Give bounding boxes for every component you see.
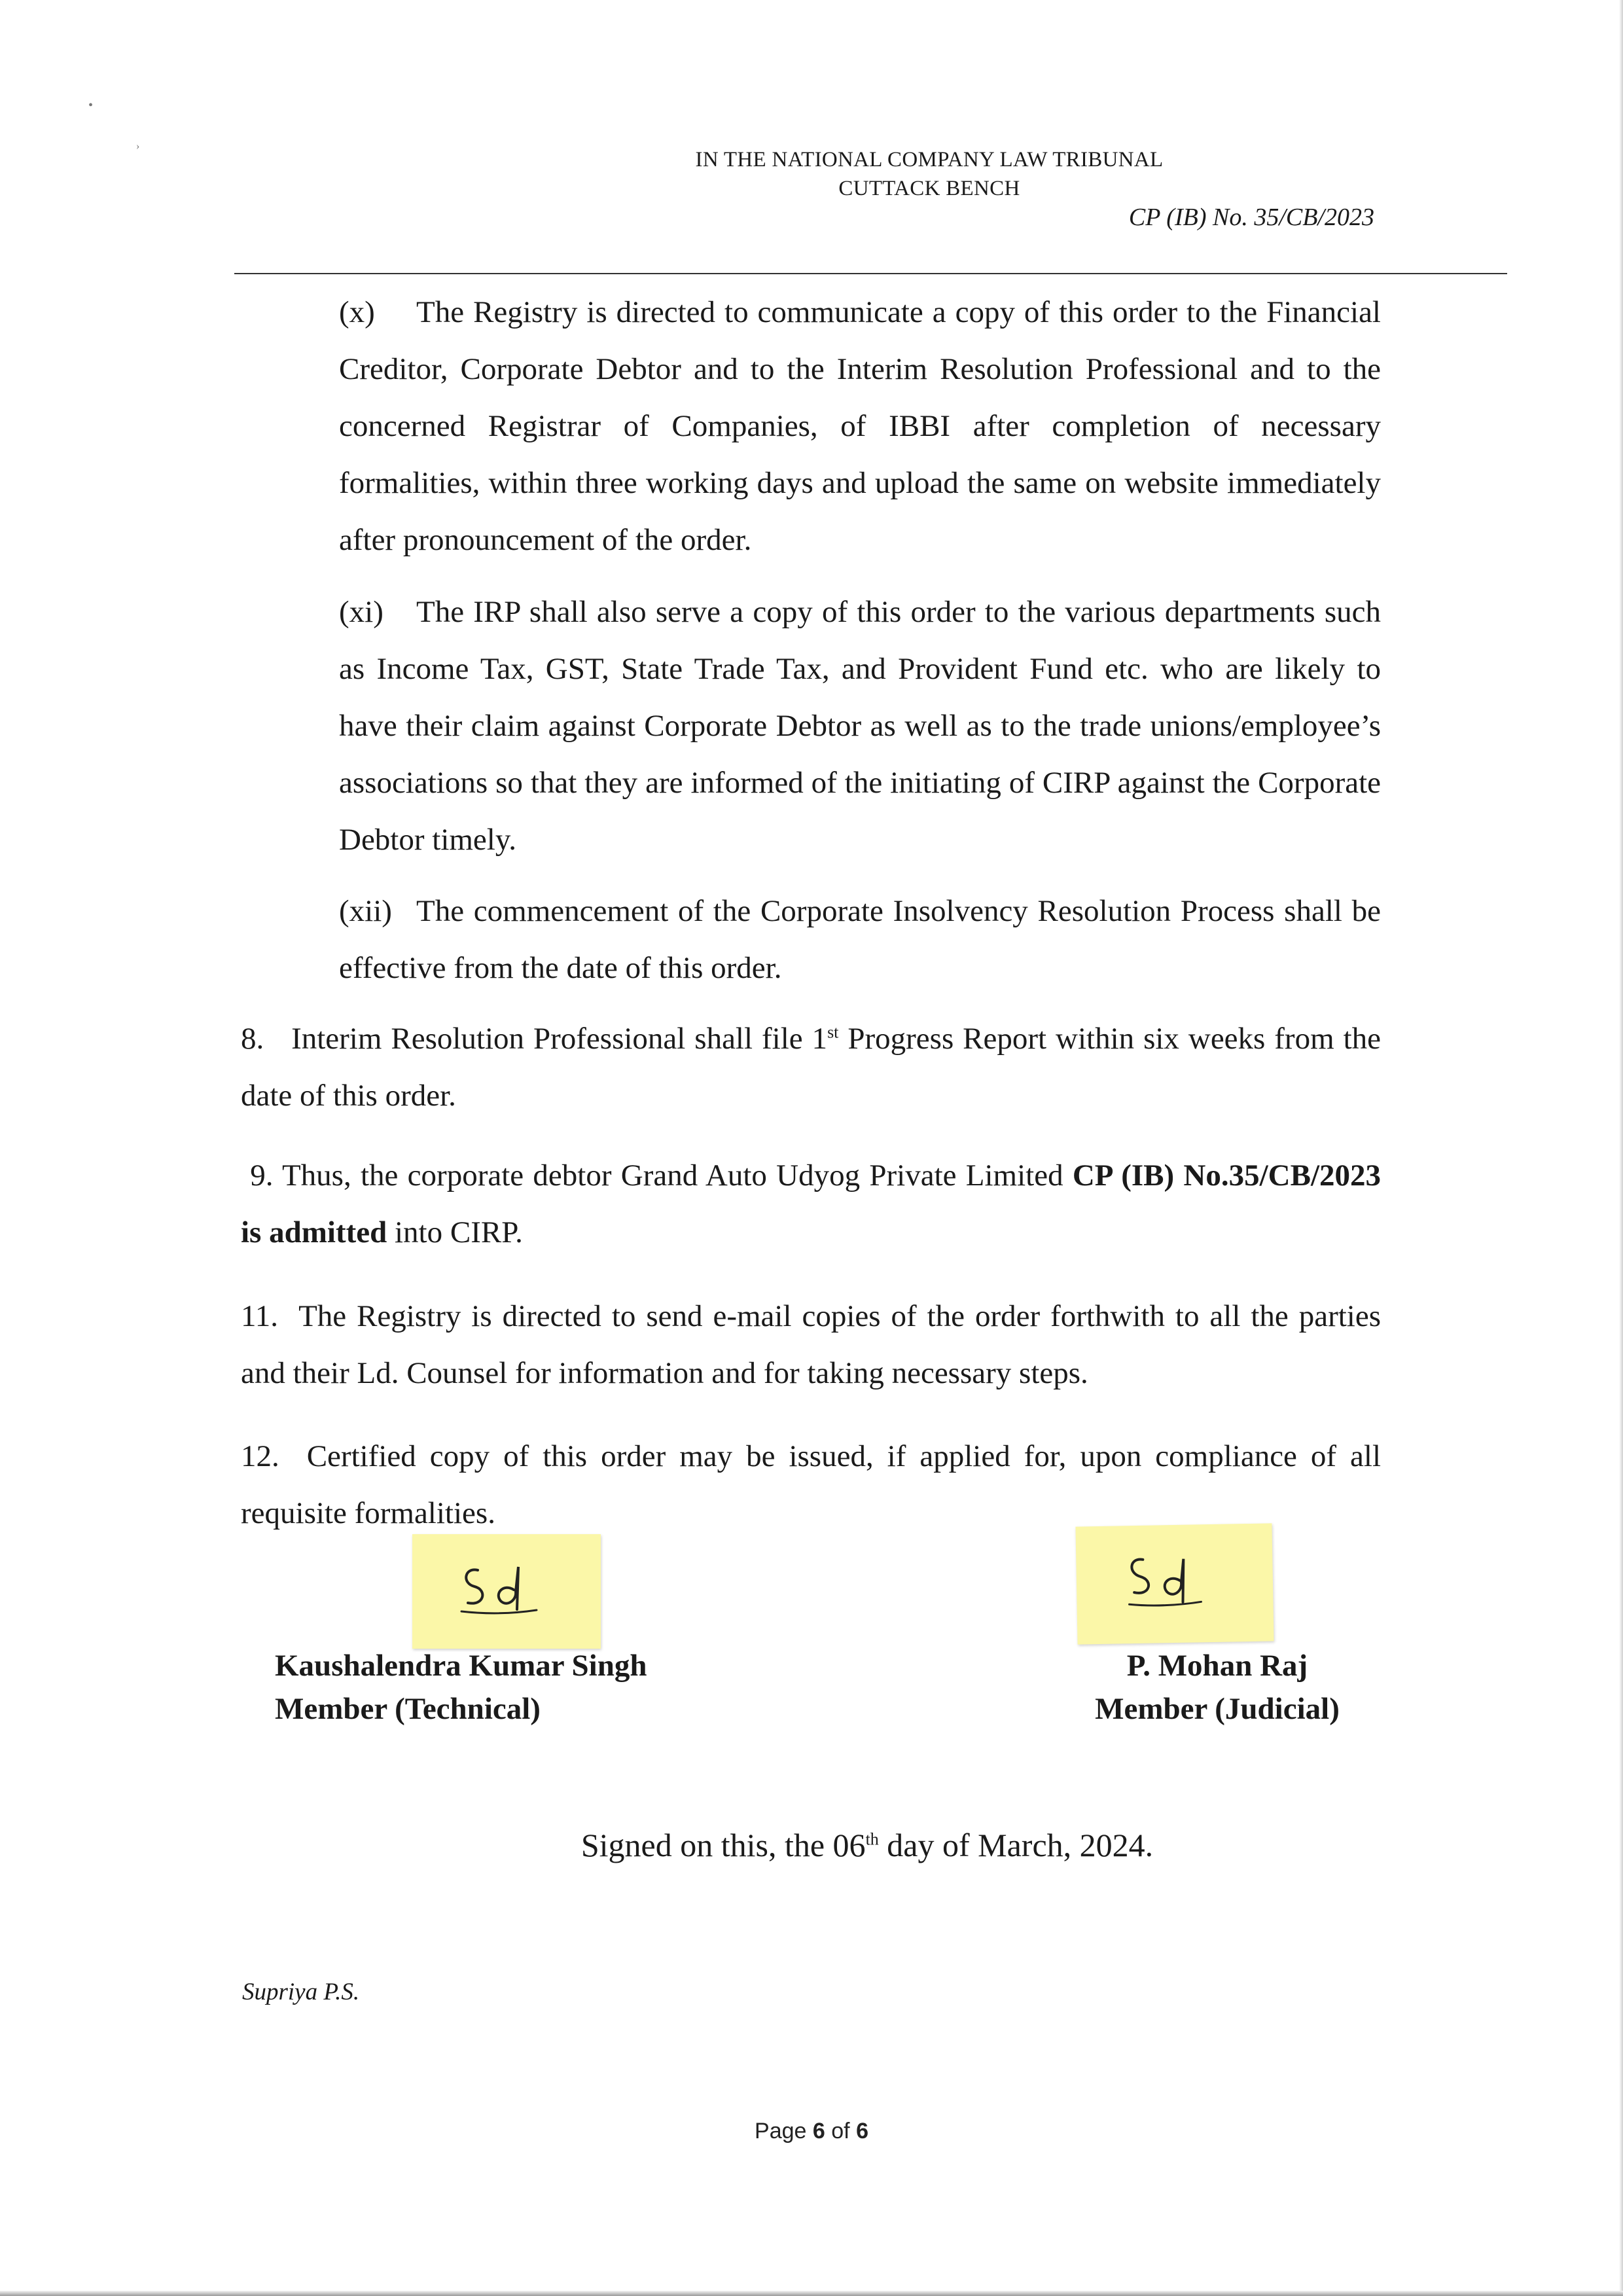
- direction-x: [339, 284, 1381, 569]
- signatory-title-technical: Member (Technical): [275, 1692, 541, 1726]
- signatory-name-judicial: P. Mohan Raj: [1126, 1649, 1308, 1683]
- direction-marker: (x): [339, 295, 375, 329]
- header-rule: [234, 273, 1507, 274]
- paragraph-number: 9.: [250, 1158, 274, 1193]
- page-current: 6: [812, 2119, 825, 2144]
- paragraph-text: Progress Report within six weeks from the date of this order.: [241, 1022, 1381, 1113]
- page-bottom-edge: [0, 2291, 1623, 2296]
- paragraph-9: [241, 1147, 1381, 1261]
- ordinal-suffix: th: [865, 1829, 879, 1849]
- scan-speck: ›: [136, 141, 140, 152]
- paragraph-text: Certified copy of this order may be issued, if applied for, upon compliance of all requisite formalities.: [241, 1439, 1381, 1530]
- direction-xii: [339, 883, 1381, 997]
- paragraph-number: 8.: [241, 1022, 264, 1056]
- signed-text: day of March, 2024.: [878, 1827, 1154, 1863]
- paragraph-text: Thus, the corporate debtor Grand Auto Udyog Private Limited: [281, 1158, 1073, 1193]
- court-name: IN THE NATIONAL COMPANY LAW TRIBUNAL: [695, 148, 1164, 171]
- direction-marker: (xii): [339, 894, 392, 928]
- page-footer: [681, 2119, 942, 2144]
- sticky-note-right: [1075, 1523, 1274, 1644]
- signed-date-line: [393, 1826, 1342, 1864]
- paragraph-text: The Registry is directed to send e-mail copies of the order forthwith to all the parties and their Ld. Counsel for information and for taking necessary steps.: [241, 1299, 1381, 1390]
- direction-text: The commencement of the Corporate Insolvency Resolution Process shall be effective from the date of this order.: [339, 894, 1381, 985]
- bench-name: CUTTACK BENCH: [838, 177, 1020, 200]
- paragraph-number: 11.: [241, 1299, 279, 1333]
- page-of: of: [831, 2119, 850, 2144]
- direction-xi: [339, 584, 1381, 869]
- page-edge-shadow: [1619, 0, 1623, 2296]
- paragraph-text: Interim Resolution Professional shall file 1: [291, 1022, 828, 1056]
- paragraph-text: into CIRP.: [387, 1215, 523, 1249]
- handwritten-signature-sd: [452, 1554, 550, 1626]
- scan-speck: •: [88, 98, 94, 113]
- case-number: CP (IB) No. 35/CB/2023: [1128, 204, 1374, 231]
- handwritten-signature-sd: [1115, 1544, 1215, 1618]
- paragraph-number: 12.: [241, 1439, 279, 1473]
- paragraph-11: [241, 1288, 1381, 1402]
- direction-text: The Registry is directed to communicate a copy of this order to the Financial Creditor, Corporate Debtor and to the Interim Resolution Professional and to the concerned Registrar of Companies, of IBBI after completion of necessary formalities, within three working days and upload the same on website immediately after pronouncement of the order.: [339, 295, 1381, 557]
- signatory-title-judicial: Member (Judicial): [1095, 1692, 1340, 1726]
- page-word: Page: [755, 2119, 807, 2144]
- admission-statement: CP (IB) No.35/CB/2023 is admitted: [241, 1158, 1382, 1249]
- ordinal-suffix: st: [827, 1022, 839, 1042]
- court-header: [589, 145, 1270, 203]
- direction-marker: (xi): [339, 595, 383, 629]
- typist-initials: Supriya P.S.: [242, 1979, 360, 2005]
- signed-text: Signed on this, the 06: [580, 1827, 866, 1863]
- direction-text: The IRP shall also serve a copy of this order to the various departments such as Income Tax, GST, State Trade Tax, and Provident Fund etc. who are likely to have their claim against Corporate Debtor as well as to the trade unions/employee’s associations so that they are informed of the initiating of CIRP against the Corporate Debtor timely.: [339, 595, 1381, 857]
- paragraph-8: [241, 1011, 1381, 1124]
- signatory-name-technical: Kaushalendra Kumar Singh: [275, 1649, 647, 1683]
- sticky-note-left: [412, 1534, 601, 1649]
- page-total: 6: [856, 2119, 868, 2144]
